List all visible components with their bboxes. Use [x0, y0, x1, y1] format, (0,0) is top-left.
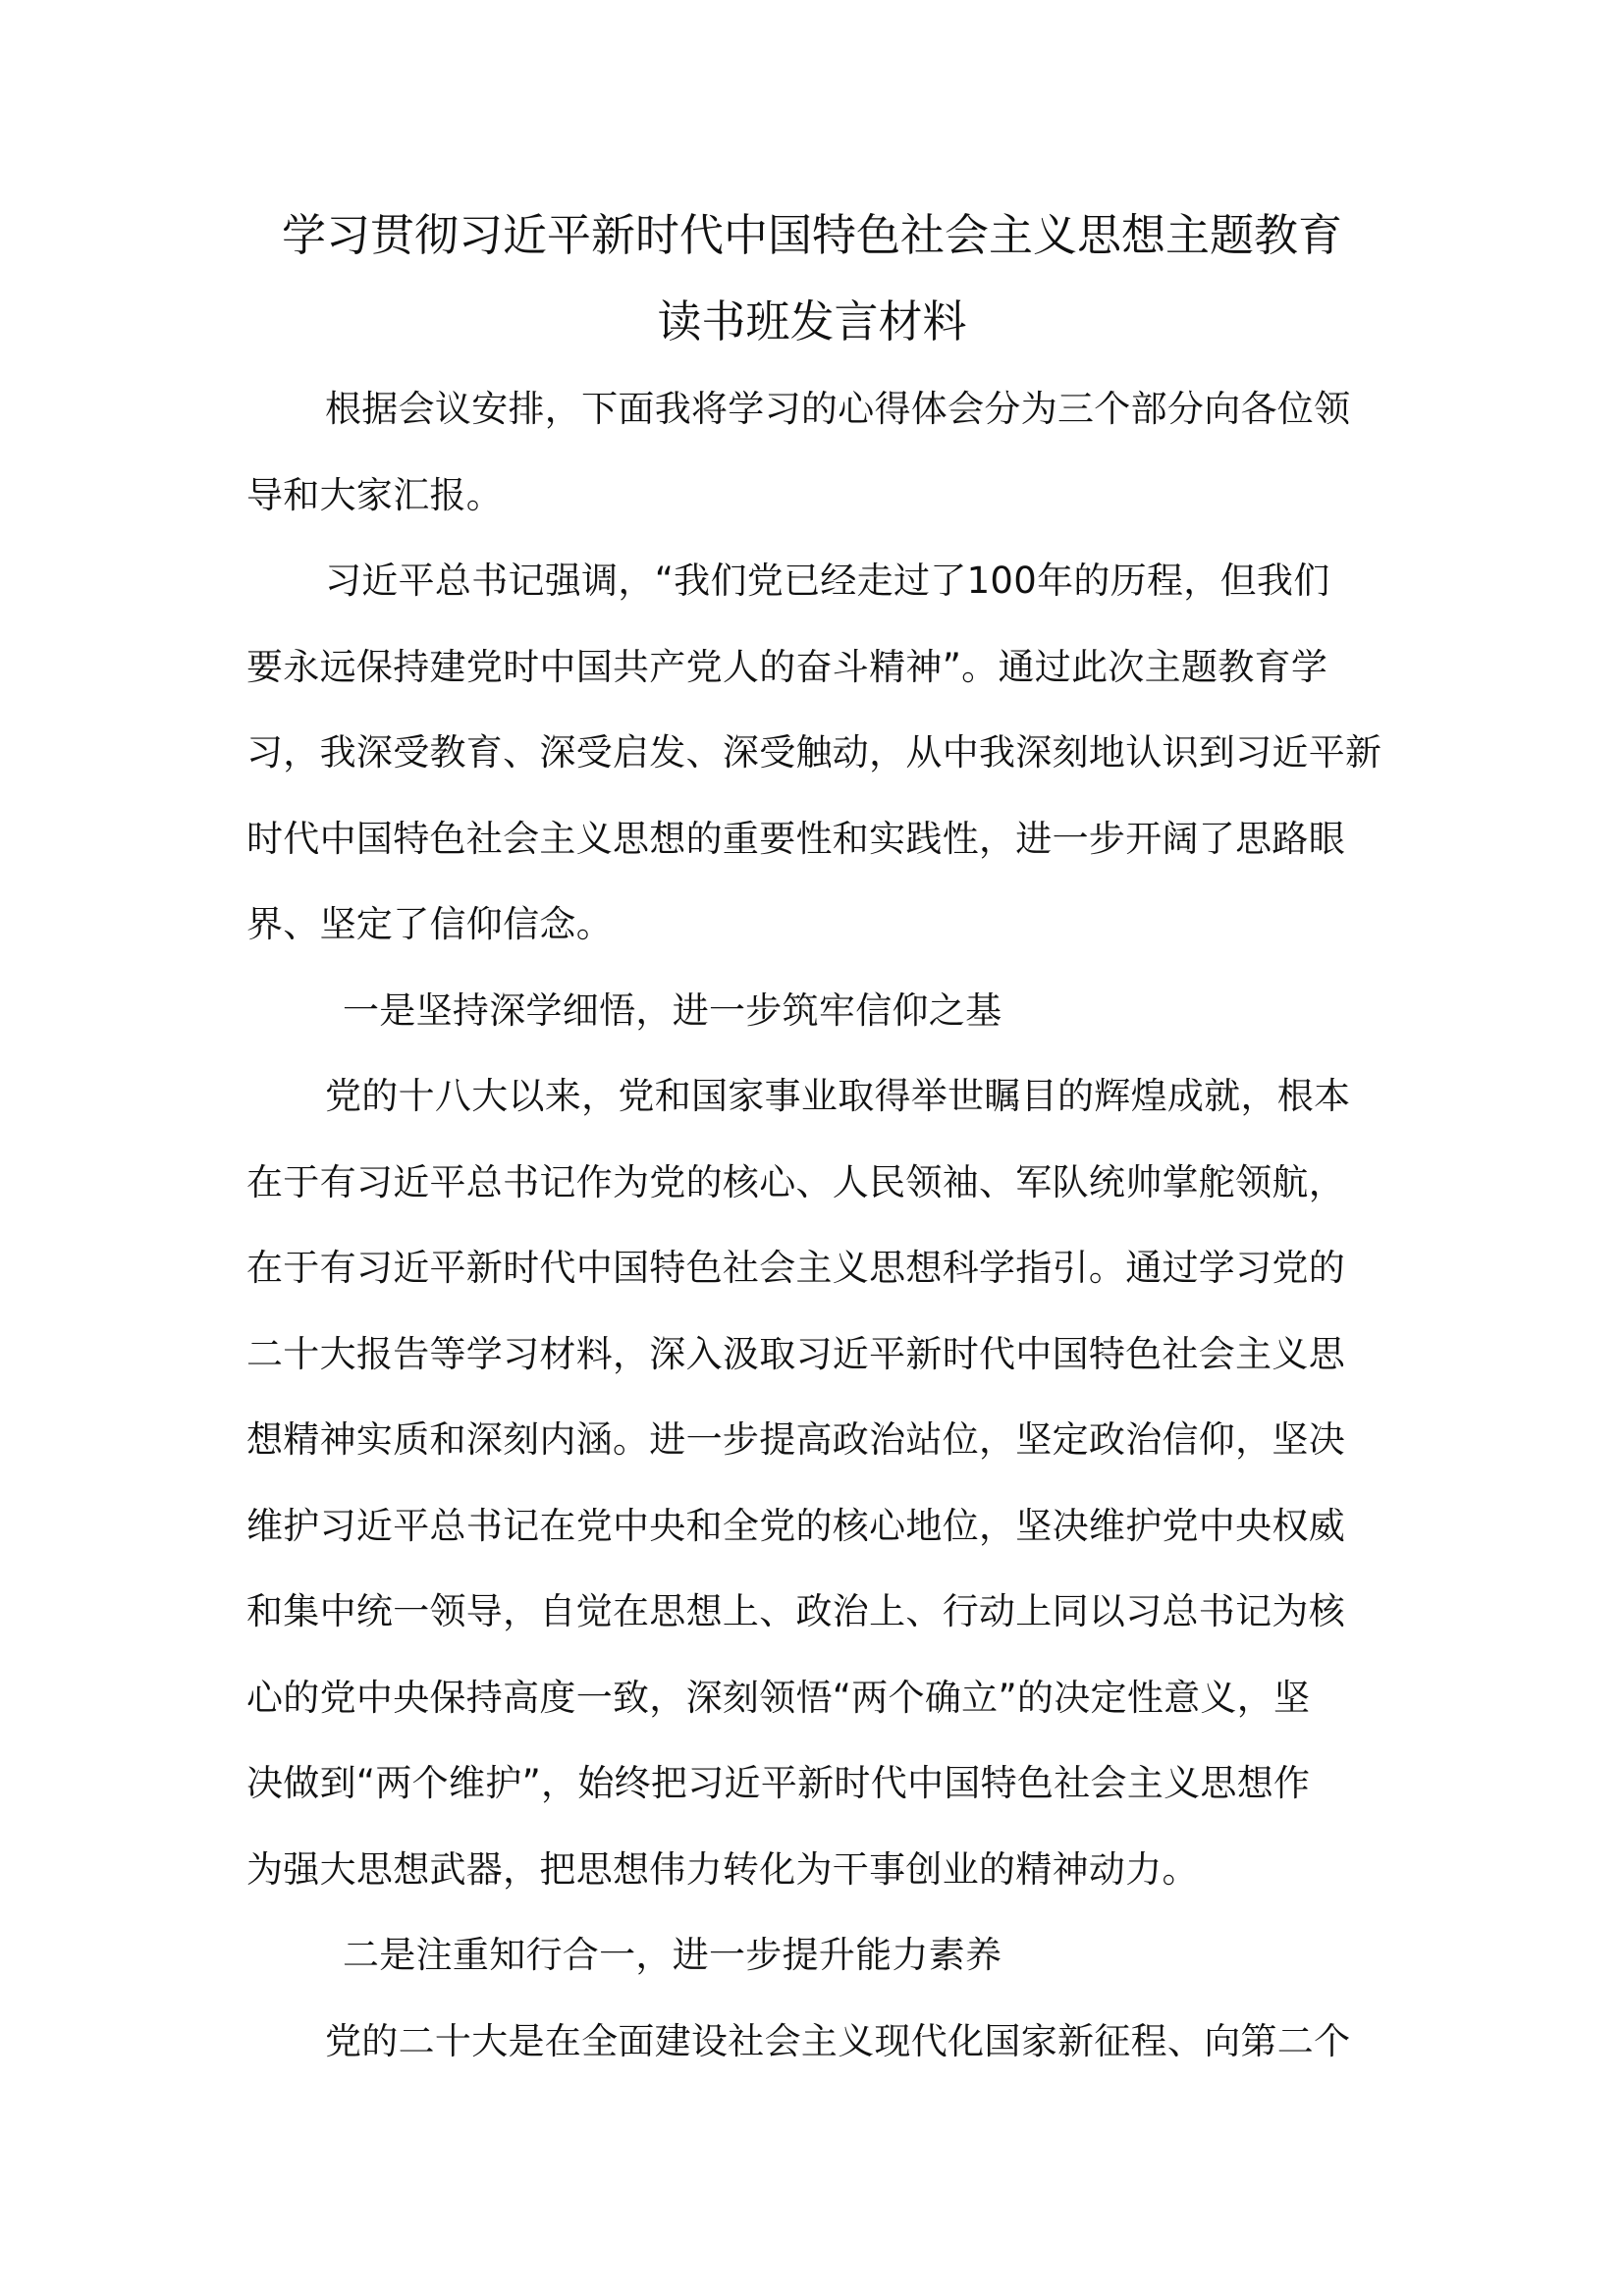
body-line-5: 习，我深受教育、深受启发、深受触动，从中我深刻地认识到习近平新 [246, 731, 1382, 774]
body-line-11: 在于有习近平新时代中国特色社会主义思想科学指引。通过学习党的 [246, 1247, 1345, 1289]
body-line-14: 维护习近平总书记在党中央和全党的核心地位，坚决维护党中央权威 [246, 1505, 1345, 1547]
document-title-line-1: 学习贯彻习近平新时代中国特色社会主义思想主题教育 [281, 209, 1342, 261]
body-line-12: 二十大报告等学习材料，深入汲取习近平新时代中国特色社会主义思 [246, 1333, 1345, 1375]
body-line-7: 界、坚定了信仰信念。 [246, 903, 613, 945]
body-line-17: 决做到“两个维护”，始终把习近平新时代中国特色社会主义思想作 [246, 1762, 1311, 1804]
body-line-1: 根据会议安排，下面我将学习的心得体会分为三个部分向各位领 [325, 388, 1351, 430]
body-line-10: 在于有习近平总书记作为党的核心、人民领袖、军队统帅掌舵领航， [246, 1161, 1345, 1203]
body-line-20: 党的二十大是在全面建设社会主义现代化国家新征程、向第二个 [325, 2020, 1351, 2062]
section-heading-2: 二是注重知行合一，进一步提升能力素养 [343, 1934, 1002, 1976]
body-line-16: 心的党中央保持高度一致，深刻领悟“两个确立”的决定性意义，坚 [246, 1677, 1311, 1719]
body-line-2: 导和大家汇报。 [246, 474, 504, 516]
document-title-line-2: 读书班发言材料 [657, 295, 967, 347]
body-line-3: 习近平总书记强调，“我们党已经走过了100年的历程，但我们 [325, 560, 1330, 602]
body-line-13: 想精神实质和深刻内涵。进一步提高政治站位，坚定政治信仰，坚决 [246, 1418, 1345, 1461]
body-line-4: 要永远保持建党时中国共产党人的奋斗精神”。通过此次主题教育学 [246, 646, 1328, 688]
section-heading-1: 一是坚持深学细悟，进一步筑牢信仰之基 [343, 989, 1002, 1032]
body-line-18: 为强大思想武器，把思想伟力转化为干事创业的精神动力。 [246, 1848, 1199, 1891]
body-line-9: 党的十八大以来，党和国家事业取得举世瞩目的辉煌成就，根本 [325, 1075, 1351, 1117]
body-line-15: 和集中统一领导，自觉在思想上、政治上、行动上同以习总书记为核 [246, 1590, 1345, 1632]
body-line-6: 时代中国特色社会主义思想的重要性和实践性，进一步开阔了思路眼 [246, 818, 1345, 860]
